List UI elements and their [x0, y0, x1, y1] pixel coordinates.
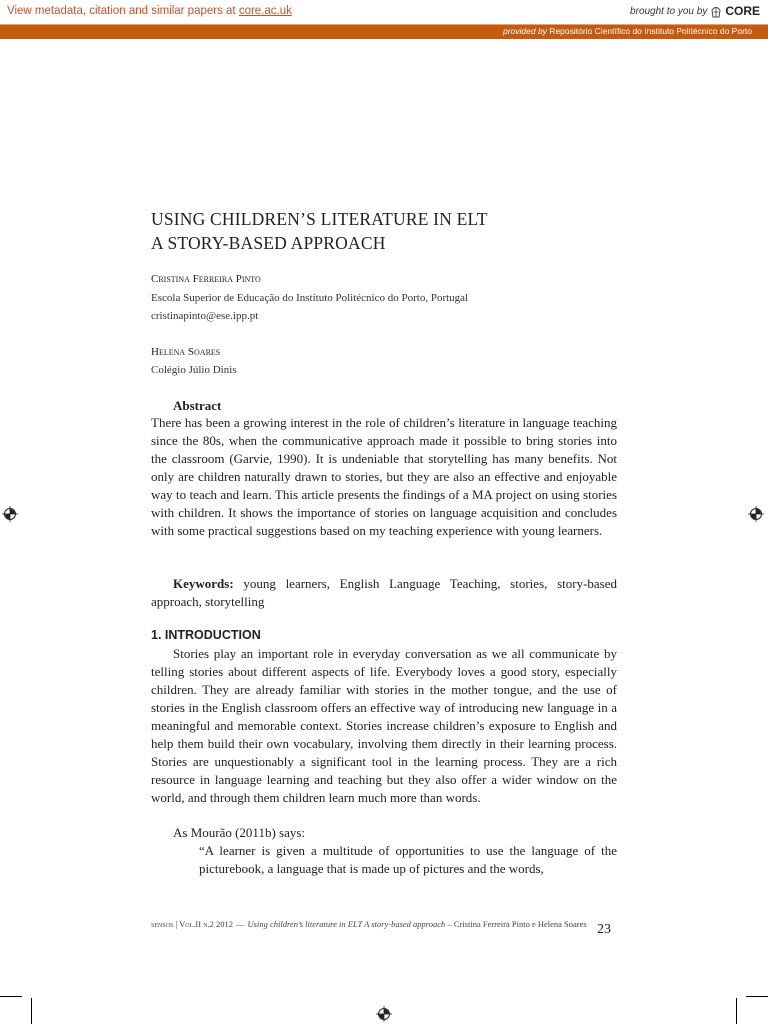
core-link-anchor[interactable]: core.ac.uk — [238, 5, 292, 17]
author-email-1[interactable]: cristinapinto@ese.ipp.pt — [151, 310, 259, 322]
author-affiliation-1: Escola Superior de Educação do Instituto Politécnico do Porto, Portugal — [151, 292, 469, 304]
running-footer — [151, 919, 591, 929]
registration-mark-icon — [376, 1006, 392, 1022]
section-heading-introduction: 1. INTRODUCTION — [151, 628, 261, 642]
footer-article-title: Using children’s literature in ELT A story-based approach — [247, 919, 446, 929]
provided-by-text — [503, 26, 752, 36]
block-quote: “A learner is given a multitude of opportunities to use the language of the picturebook, a language that is made up of pictures and the words, — [199, 843, 617, 876]
crop-mark — [736, 998, 737, 1024]
footer-journal: sensos | Vol.II n.2 2012 — [151, 919, 234, 929]
provider-name[interactable]: Repositório Científico do Instituto Politécnico do Porto — [546, 26, 752, 36]
keywords-paragraph — [151, 575, 617, 611]
core-logo-icon — [710, 4, 722, 18]
keywords-text: young learners, English Language Teaching, stories, story-based approach, storytelling — [151, 576, 617, 609]
provided-by-bar — [0, 25, 768, 39]
introduction-paragraph: Stories play an important role in everyday conversation as we all communicate by telling stories about different aspects of life. Everybody loves a good story, especially children. They are already familiar with stories in the mother tongue, and the use of stories in the English classroom offers an effective way of introducing new language in a meaningful and memorable context. Stories increase children’s exposure to English and help them build their own vocabulary, involving them directly in their learning process. Stories are unquestionably a significant tool in the learning process. They are a rich resource in language learning and teaching but they also offer a wider window on the world, and through them children learn much more than words. — [151, 646, 617, 805]
core-brand[interactable] — [630, 4, 760, 18]
core-link-prefix: View metadata, citation and similar papers at — [7, 5, 239, 17]
crop-mark — [31, 998, 32, 1024]
registration-mark-icon — [2, 506, 18, 522]
page-number: 23 — [597, 922, 611, 937]
registration-mark-icon — [748, 506, 764, 522]
abstract-text: There has been a growing interest in the role of children’s literature in language teaching since the 80s, when the communicative approach made it possible to bring stories into the classroom (Garvie, 1990). It is undeniable that storytelling has many benefits. Not only are children naturally drawn to stories, but they are also an effective and enjoyable way to teach and learn. This article presents the findings of a MA project on using stories with children. It shows the importance of stories on language acquisition and concludes with some practical suggestions based on my teaching experience with young learners. — [151, 415, 617, 538]
core-banner — [0, 0, 768, 25]
title-line-2: A STORY-BASED APPROACH — [151, 233, 386, 253]
core-metadata-link[interactable] — [7, 5, 292, 17]
title-line-1: USING CHILDREN’S LITERATURE IN ELT — [151, 209, 488, 229]
brought-by-text: brought to you by — [630, 5, 708, 17]
author-name-1: Cristina Ferreira Pinto — [151, 273, 261, 285]
author-name-2: Helena Soares — [151, 346, 221, 358]
footer-dash: — — [236, 919, 245, 929]
provided-by-label: provided by — [502, 26, 547, 36]
abstract-heading: Abstract — [173, 398, 222, 413]
citation-intro: As Mourão (2011b) says: — [173, 825, 306, 840]
crop-mark — [746, 996, 768, 997]
author-affiliation-2: Colégio Júlio Dinis — [151, 364, 237, 376]
crop-mark — [0, 996, 22, 997]
article-title — [151, 207, 488, 255]
footer-authors: – Cristina Ferreira Pinto e Helena Soares — [445, 919, 587, 929]
core-wordmark: CORE — [725, 4, 760, 18]
keywords-label: Keywords: — [173, 576, 234, 591]
